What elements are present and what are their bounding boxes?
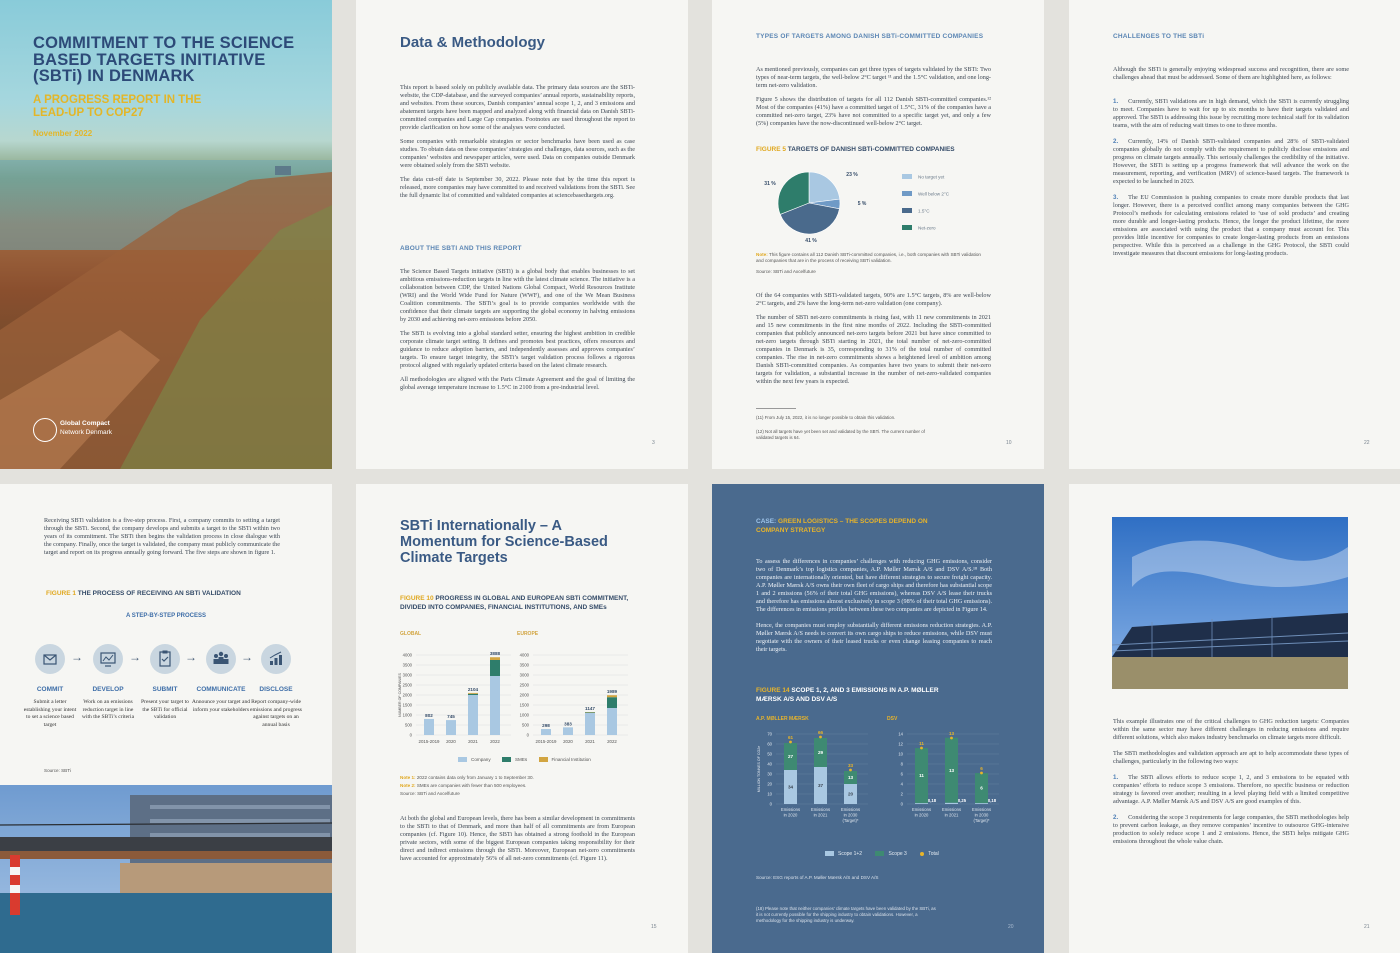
chart-title: GLOBAL [400, 631, 422, 637]
figure-source: Source: ESG reports of A.P. Møller Mærsk A/S and DSV A/S [756, 875, 879, 880]
figure-title [46, 590, 241, 597]
arrow-right-icon: → [185, 650, 197, 664]
x-tick-label: Emissions [810, 807, 831, 812]
x-tick-label: in 2021 [813, 812, 828, 818]
pie-slice-label: 5 % [857, 201, 867, 207]
figure-source: Source: SBTi [44, 768, 71, 773]
body-text-2 [756, 292, 991, 392]
footnote: (18) Please note that neither companies’ climate targets have been validated by the SBTi, as it is not currently possible for the shipping industry to obtain validations. However, a methodology for the shipping industry is underway. [756, 906, 936, 923]
page-number: 10 [1006, 440, 1012, 446]
bar-segment [446, 720, 456, 735]
section-heading: ABOUT THE SBTI AND THIS REPORT [400, 245, 522, 252]
list-number: 2. [1113, 814, 1119, 821]
pie-slice [809, 172, 840, 203]
page-case-continued [1069, 484, 1400, 953]
paragraph: This example illustrates one of the critical challenges to GHG reduction targets: Companies within the same sector may have different challenges in reducing emissions and require different solutions, which also makes industry benchmarks on climate targets more difficult. [1113, 718, 1349, 741]
bar-total-label: 745 [447, 714, 455, 720]
page-number: 3 [652, 440, 655, 446]
bar-total-label: 802 [425, 712, 433, 718]
body-text [1113, 718, 1349, 854]
logo-line-2: Network Denmark [60, 429, 113, 436]
challenges-list [1113, 98, 1349, 266]
section-heading: CHALLENGES TO THE SBTi [1113, 33, 1205, 40]
legend-label: 1.5°C [918, 208, 930, 214]
page-number: 22 [1364, 440, 1370, 446]
total-marker [849, 769, 852, 772]
step-title: COMMUNICATE [196, 686, 246, 693]
page-challenges [1069, 0, 1400, 469]
chart-legend [825, 851, 939, 857]
legend-item [502, 757, 527, 763]
x-tick-label: in 2020 [783, 812, 798, 818]
total-marker [950, 737, 953, 740]
y-tick-label: 4000 [402, 652, 412, 658]
bar-segment [585, 713, 595, 735]
body-text: At both the global and European levels, there has been a similar development in commitments to the SBTi to that of Denmark, and more than half of all commitments are from European companies (cf. Figure 10). Hence, the SBTi has obtained a strong foothold in the European private sectors, with some of the biggest European companies taking responsibility for their direct and indirect emissions through the SBTi. Moreover, European net-zero commitments have accounted for approximately 56% of all net-zero commitments (cf. Figure 11). [400, 815, 635, 862]
scope12-label: 20 [847, 791, 854, 797]
paragraph: Of the 64 companies with SBTi-validated targets, 90% are 1.5°C targets, 8% are well-below 2°C targets, and 2% have the long-term net-zero validation (one company). [756, 292, 991, 307]
step-title: DISCLOSE [259, 686, 293, 693]
paragraph: To assess the differences in companies’ challenges with reducing GHG emissions, consider two of Denmark’s top logistics companies, A.P. Møller Mærsk A/S and DSV A/S.¹⁸ Both companies are internationally oriented, but have different strategies to secure freight capacity. A.P. Møller Mærsk A/S owns their own fleet of cargo ships and therefore has substantial scope 1 and 2 emissions (56% of their total GHG emissions), whereas DSV A/S lease their trucks and therefore has emissions almost exclusively in scope 3 (98% of their total GHG emissions). The differences in emissions profiles between these two companies are depicted in Figure 14. [756, 558, 992, 613]
paragraph: The data cut-off date is September 30, 2022. Please note that by the time this report is released, more companies may have committed to and received validations from the SBTi. See the full dynamic list of committed and validated companies at sciencebasedtargets.org. [400, 176, 635, 199]
y-tick-label: 2000 [402, 692, 412, 698]
figure-label: FIGURE 10 [400, 595, 434, 602]
page-number: 20 [1008, 924, 1014, 930]
y-tick-label: 70 [767, 731, 772, 737]
legend-swatch [902, 225, 912, 230]
bar-segment [607, 695, 617, 697]
y-tick-label: 0 [900, 801, 903, 807]
legend-label: Financial Institution [551, 757, 591, 762]
pie-slice-label: 23 % [846, 172, 858, 178]
scope3-label: 13 [847, 775, 854, 780]
body-text-1 [400, 84, 635, 206]
legend-swatch [902, 191, 912, 196]
cover-subtitle: A PROGRESS REPORT IN THE LEAD-UP TO COP27 [33, 94, 202, 119]
bar-segment [490, 676, 500, 735]
cover-title: COMMITMENT TO THE SCIENCE BASED TARGETS INITIATIVE (SBTi) IN DENMARK [33, 34, 295, 85]
y-tick-label: 3000 [519, 672, 529, 678]
scope3-label: 11 [919, 773, 924, 779]
y-tick-label: 2000 [519, 692, 529, 698]
x-tick-label: Emissions [840, 807, 861, 812]
bridge-photo [0, 785, 332, 953]
bar-total-label: 1147 [585, 706, 595, 712]
scope3-label: 27 [787, 754, 794, 759]
logo-line-1: Global Compact [60, 420, 110, 427]
pie-chart [756, 160, 991, 246]
bar-total-label: 383 [564, 721, 572, 727]
x-tick-label: 2020 [563, 739, 573, 744]
x-tick-label: in 2030 [843, 812, 858, 818]
x-tick-label: in 2021 [944, 812, 959, 818]
legend-item [825, 851, 862, 857]
arrow-right-icon: → [241, 650, 253, 664]
y-tick-label: 0 [526, 732, 529, 738]
x-tick-label: (Target)* [973, 818, 990, 823]
paragraph: Some companies with remarkable strategies or sector benchmarks have been used as case studies. To obtain data on these companies’ strategies and challenges, data sources, such as the companies’ websites and newspaper articles, were used. Data on companies outside Denmark were obtained solely from the SBTi website. [400, 138, 635, 169]
y-tick-label: 2 [900, 791, 903, 797]
bar-total-label: 2104 [467, 686, 479, 692]
step-text: Present your target to the SBTi for official validation [141, 699, 189, 720]
footnote: (12) Not all targets have yet been set and validated by the SBTi. The current number of validated targets is 64. [756, 429, 925, 440]
legend-label: Well below 2°C [918, 191, 950, 197]
legend-label: Net-zero [918, 225, 936, 231]
people-icon [206, 644, 236, 674]
paragraph: The number of SBTi net-zero commitments is rising fast, with 11 new commitments in 2021 and 15 new commitments in the first nine months of 2022. Including the SBTi-committed companies that publicly announced net-zero targets before 2021 but have since committed to net-zero targets through SBTi starting in 2021, the total number of net-zero-committed companies in Denmark is 35, corresponding to 31% of the total number of committed companies. The rise in net-zero commitments shows a heightened level of ambition among Danish SBTi-committed companies. As companies have two years to submit their net-zero targets for validation, a substantial increase in the number of net-zero-validated companies within the next few years is expected. [756, 314, 991, 385]
legend-swatch [902, 208, 912, 213]
paragraph: All methodologies are aligned with the Paris Climate Agreement and the goal of limiting the global average temperature increase to 1.5°C in 2100 from a pre-industrial level. [400, 376, 635, 391]
y-tick-label: 40 [767, 761, 772, 767]
paragraph: Hence, the companies must employ substantially different emissions reduction strategies. A.P. Møller Mærsk A/S needs to convert its own cargo ships to reduce emissions, while DSV must negotiate with the owners of their leased trucks or even change leasing companies to reach their targets. [756, 622, 992, 653]
list-number: 1. [1113, 98, 1119, 105]
figure-title-text: PROGRESS IN GLOBAL AND EUROPEAN SBTi COMMITMENT, DIVIDED INTO COMPANIES, FINANCIAL INSTITUTIONS, AND SMEs [400, 595, 629, 611]
y-tick-label: 6 [900, 771, 903, 777]
x-tick-label: (Target)* [842, 818, 859, 823]
scope12-label: 37 [817, 783, 824, 788]
x-tick-label: 2015-2019 [418, 739, 440, 744]
total-label: 66 [817, 730, 824, 735]
step-text: Report company-wide emissions and progress against targets on an annual basis [250, 699, 302, 728]
scope12-label: 34 [787, 784, 794, 790]
x-tick-label: 2021 [468, 739, 478, 744]
y-tick-label: 12 [898, 741, 903, 747]
legend-label: Company [471, 757, 491, 762]
figure-note [756, 252, 981, 264]
legend-item [458, 757, 491, 763]
chart-title: DSV [887, 716, 898, 722]
bar-segment [424, 719, 434, 735]
page-validation-process [0, 484, 332, 953]
paragraph: As mentioned previously, companies can get three types of targets validated by the SBTi: Two types of near-term targets, the well-below 2°C target ¹¹ and the 1.5°C validation, and one long-term net-zero validation. [756, 66, 991, 89]
note-text: This figure contains all 112 Danish SBTi-committed companies, i.e., both companies with SBTi validation and companies that are in the process of receiving SBTi validation. [756, 252, 981, 263]
figure-label: FIGURE 14 [756, 687, 790, 694]
x-tick-label: Emissions [971, 807, 992, 812]
paragraph: This report is based solely on publicly available data. The primary data sources are the SBTi-website, the CDP-database, and the surveyed companies’ annual reports, sustainability reports, and websites. From these sources, Danish companies’ annual scope 1, 2, and 3 emissions and abatement targets have been mapped and analyzed along with financial data on Danish SBTi-committed companies and Large Cap companies. Footnotes are used throughout the report to provide clarification on how some of the analyses were conducted. [400, 84, 635, 131]
legend-label: Scope 1+2 [838, 851, 863, 857]
y-tick-label: 3000 [402, 672, 412, 678]
section-heading: TYPES OF TARGETS AMONG DANISH SBTi-COMMITTED COMPANIES [756, 33, 984, 40]
chart-title: A.P. MØLLER MÆRSK [756, 716, 809, 722]
y-tick-label: 0 [409, 732, 412, 738]
figure-title-text: TARGETS OF DANISH SBTi-COMMITTED COMPANIES [787, 146, 955, 153]
intro-text: Although the SBTi is generally enjoying widespread success and recognition, there are some challenges ahead that must be addressed. Some of them are highlighted here, as follows: [1113, 66, 1349, 81]
list-item [1113, 774, 1349, 806]
step-title: SUBMIT [152, 686, 178, 693]
x-tick-label: in 2030 [974, 812, 989, 818]
x-tick-label: in 2020 [914, 812, 929, 818]
bar-segment [585, 712, 595, 713]
bar-total-label: 3888 [489, 651, 501, 657]
figure-note [400, 783, 526, 789]
y-tick-label: 1000 [519, 712, 529, 718]
y-tick-label: 2500 [519, 682, 529, 688]
figure-label: FIGURE 5 [756, 146, 786, 153]
bar-segment [607, 708, 617, 735]
scope3-label: 6 [980, 785, 983, 791]
legend-item [539, 757, 591, 763]
total-marker [819, 736, 822, 739]
total-label: 33 [847, 763, 854, 768]
note-text: 2022 contains data only from January 1 to September 30. [416, 775, 534, 780]
figure-subtitle: A STEP-BY-STEP PROCESS [125, 613, 207, 619]
list-text: The EU Commission is pushing companies to create more durable products that last longer. However, there is a perceived conflict among many companies between the GHG Protocol’s methods for calculating emissions related to ‘use of sold products’ and creating more durable and longer-lasting products. Hence, the longer the product lifetime, the more emissions are associated with using the product that a company must account for. This provides little incentive for companies to create longer-lasting products from an emissions perspective. While this is perceived as a challenge in the GHG Protocol, the SBTi could investigate measures that discount emissions for long-lasting products. [1113, 194, 1349, 257]
commitments-bar-charts [398, 627, 648, 767]
total-marker [980, 772, 983, 775]
list-text: The SBTi allows efforts to reduce scope 1, 2, and 3 emissions to be equated with companies’ efforts to reduce scope 3 emissions. Therefore, no specific business or reduction strategy is favored over another; resulting in a level playing field with a limited competitive advantage. A.P. Møller Mærsk A/S and DSV A/S are good examples of this. [1113, 774, 1349, 805]
x-tick-label: 2022 [607, 739, 617, 744]
page-number: 21 [1364, 924, 1370, 930]
list-number: 2. [1113, 138, 1119, 145]
y-tick-label: 1500 [519, 702, 529, 708]
bar-segment [945, 803, 958, 804]
note-label: Note 2: [400, 783, 416, 788]
envelope-icon [35, 644, 65, 674]
y-tick-label: 3500 [519, 662, 529, 668]
body-text [756, 558, 992, 654]
figure-source: Source: SBTi and Axcelfuture [400, 791, 460, 796]
bar-segment [468, 694, 478, 695]
note-label: Note: [756, 252, 768, 257]
arrow-right-icon: → [71, 650, 83, 664]
bar-segment [607, 697, 617, 708]
legend-label: Total [928, 851, 939, 857]
figure-title [400, 595, 640, 612]
bar-segment [563, 727, 573, 735]
page-number: 15 [651, 924, 657, 930]
y-tick-label: 10 [898, 751, 903, 757]
y-tick-label: 3500 [402, 662, 412, 668]
x-tick-label: 2021 [585, 739, 595, 744]
paragraph: The SBTi is evolving into a global standard setter, ensuring the highest ambition in credible corporate climate target setting. It defines and promotes best practices, offers resources and guidance to reduce adoption barriers, and independently assesses and approves companies’ targets. To ensure target integrity, the SBTi’s target validation process follows a rigorous protocol aligned with regularly updated criteria based on the latest climate research. [400, 330, 635, 369]
x-tick-label: Emissions [911, 807, 932, 812]
total-label: 11 [919, 741, 924, 746]
figure-title-text: THE PROCESS OF RECEIVING AN SBTi VALIDATION [77, 590, 241, 597]
step-disclose [248, 644, 304, 729]
y-tick-label: 1000 [402, 712, 412, 718]
bar-total-label: 298 [542, 723, 550, 729]
cover-date: November 2022 [33, 129, 93, 138]
x-tick-label: 2022 [490, 739, 500, 744]
bar-segment [541, 729, 551, 735]
y-tick-label: 0 [769, 801, 772, 807]
bar-segment [468, 693, 478, 694]
footnote-rule [756, 408, 796, 409]
list-item [1113, 138, 1349, 186]
figure-title [756, 146, 955, 153]
scope12-label: 0,18 [987, 798, 997, 803]
pie-slice-label: 41 % [805, 238, 817, 244]
y-tick-label: 1500 [402, 702, 412, 708]
y-tick-label: 4000 [519, 652, 529, 658]
page-types-of-targets [712, 0, 1044, 469]
y-tick-label: 8 [900, 761, 903, 767]
chart-title: EUROPE [517, 631, 539, 637]
scope12-label: 0,18 [927, 798, 937, 803]
total-marker [789, 741, 792, 744]
list-text: Currently, 14% of Danish SBTi-validated companies and 28% of SBTi-validated companies globally do not comply with the requirement to publicly disclose emissions and progress on climate targets annually. This seriously challenges the credibility of the initiative. However, the SBTi is setting up a progress framework that will advance the work on the measurement, reporting, and verification (MRV) of science-based targets. The framework is expected to be launched in 2023. [1113, 138, 1349, 185]
list-item [1113, 194, 1349, 258]
y-tick-label: 30 [767, 771, 772, 777]
figure-title-text: SCOPE 1, 2, AND 3 EMISSIONS IN A.P. MØLLER MÆRSK A/S AND DSV A/S [756, 687, 939, 703]
total-label: 6 [980, 766, 983, 771]
figure-title [756, 687, 956, 704]
bar-segment [490, 657, 500, 660]
bar-total-label: 1989 [606, 689, 618, 695]
y-tick-label: 2500 [402, 682, 412, 688]
cover-page [0, 0, 332, 469]
page-title: SBTi Internationally – A Momentum for Science-Based Climate Targets [400, 518, 608, 566]
scope3-label: 13 [948, 767, 955, 773]
y-axis-label: MILLION TONNES OF CO2e [757, 745, 761, 793]
step-commit [22, 644, 78, 729]
note-text: SMEs are companies with fewer than 500 employees. [416, 783, 527, 788]
legend-item [920, 851, 939, 857]
case-heading [756, 518, 956, 535]
monitor-icon [93, 644, 123, 674]
step-text: Submit a letter establishing your intent to set a science based target [23, 699, 77, 728]
global-compact-logo [33, 418, 57, 442]
legend-label: Scope 3 [888, 851, 907, 857]
list-text: Currently, SBTi validations are in high demand, which the SBTi is currently struggling to meet. Companies have to wait for up to six months to have their targets validated and approved. The SBTi is addressing this issue by recruiting more technical staff for its validation teams, with the aim of reducing wait times to one to three months. [1113, 98, 1349, 129]
step-title: COMMIT [36, 686, 64, 693]
list-number: 3. [1113, 194, 1119, 201]
y-tick-label: 60 [767, 741, 772, 747]
x-tick-label: Emissions [780, 807, 801, 812]
bar-chart-icon [261, 644, 291, 674]
arrow-right-icon: → [129, 650, 141, 664]
x-tick-label: 2020 [446, 739, 456, 744]
step-title: DEVELOP [92, 686, 124, 693]
scope3-label: 29 [817, 750, 824, 755]
y-tick-label: 50 [767, 751, 772, 757]
step-text: Work on an emissions reduction target in line with the SBTi’s criteria [81, 699, 135, 720]
y-tick-label: 14 [898, 731, 903, 737]
case-title: GREEN LOGISTICS – THE SCOPES DEPEND ON COMPANY STRATEGY [756, 518, 928, 534]
chart-legend [458, 757, 591, 763]
y-tick-label: 500 [522, 722, 529, 728]
body-text-1 [756, 66, 991, 134]
y-axis-label: NUMBER OF COMPANIES [398, 673, 402, 717]
legend-label: SMEs [514, 757, 528, 762]
bar-segment [975, 803, 988, 804]
x-tick-label: 2015-2019 [535, 739, 557, 744]
page-title: Data & Methodology [400, 34, 545, 51]
intro-text: Receiving SBTi validation is a five-step process. First, a company commits to setting a target through the SBTi. Second, the company develops and submits a target to the SBTi within two years of its commitment. The SBTi then begins the validation process in close dialogue with the company. Finally, once the target is validated, the company must publicly communicate the target and report on its progress annually going forward. The five steps are shown in figure 1. [44, 517, 280, 556]
y-tick-label: 4 [900, 781, 903, 787]
paragraph: Figure 5 shows the distribution of targets for all 112 Danish SBTi-committed companies.¹² Most of the companies (41%) have a committed target of 1.5°C, 31% of the companies have a committed net-zero target, 23% have not committed to a specific target yet, and only a few (5%) companies have the now-discontinued well-below 2°C target. [756, 96, 991, 127]
list-item [1113, 814, 1349, 846]
x-tick-label: Emissions [941, 807, 962, 812]
figure-label: FIGURE 1 [46, 590, 76, 597]
note-label: Note 1: [400, 775, 416, 780]
pie-slice-label: 31 % [764, 181, 776, 187]
figure-note [400, 775, 534, 781]
page-sbti-internationally [356, 484, 688, 953]
y-tick-label: 20 [767, 781, 772, 787]
step-text: Announce your target and inform your stakeholders [191, 699, 251, 713]
y-tick-label: 500 [405, 722, 412, 728]
bar-segment [490, 660, 500, 676]
legend-item [875, 851, 906, 857]
page-case-green-logistics [712, 484, 1044, 953]
legend-label: No target yet [918, 174, 945, 180]
case-label: CASE: [756, 518, 777, 525]
solar-panels-photo [1112, 517, 1348, 689]
total-marker [920, 747, 923, 750]
figure-source: Source: SBTi and Axcelfuture [756, 269, 816, 274]
body-text-2 [400, 268, 635, 398]
list-item [1113, 98, 1349, 130]
total-label: 61 [787, 735, 794, 740]
legend-swatch [902, 174, 912, 179]
clipboard-icon [150, 644, 180, 674]
paragraph: The SBTi methodologies and validation approach are apt to help accommodate these types of challenges, particularly in the following two ways: [1113, 750, 1349, 765]
list-text: Considering the scope 3 requirements for large companies, the SBTi methodologies help to prevent carbon leakage, as they remove companies’ incentive to outsource GHG-intensive production to solely reduce scope 1 and 2 emissions. Hence, the SBTi helps mitigate GHG emissions throughout the whole value chain. [1113, 814, 1349, 845]
bar-segment [468, 695, 478, 735]
y-tick-label: 10 [767, 791, 772, 797]
scope12-label: 0,25 [957, 798, 967, 803]
total-label: 13 [948, 731, 955, 736]
list-number: 1. [1113, 774, 1119, 781]
footnote: (11) From July 15, 2022, it is no longer possible to obtain this validation. [756, 415, 896, 420]
page-data-methodology [356, 0, 688, 469]
paragraph: The Science Based Targets initiative (SBTi) is a global body that enables businesses to set ambitious emissions-reduction targets in line with the latest climate science. The initiative is a collaboration between CDP, the United Nations Global Compact, World Resources Institute (WRI) and the World Wide Fund for Nature (WWF), and one of the We Mean Business Coalition commitments. The SBTi’s goal is to provide companies worldwide with the confidence that their climate targets are supporting the global economy in halving emissions by 2030 and achieving net-zero emissions before 2050. [400, 268, 635, 323]
emissions-bar-charts [752, 712, 1012, 842]
bar-segment [915, 803, 928, 804]
